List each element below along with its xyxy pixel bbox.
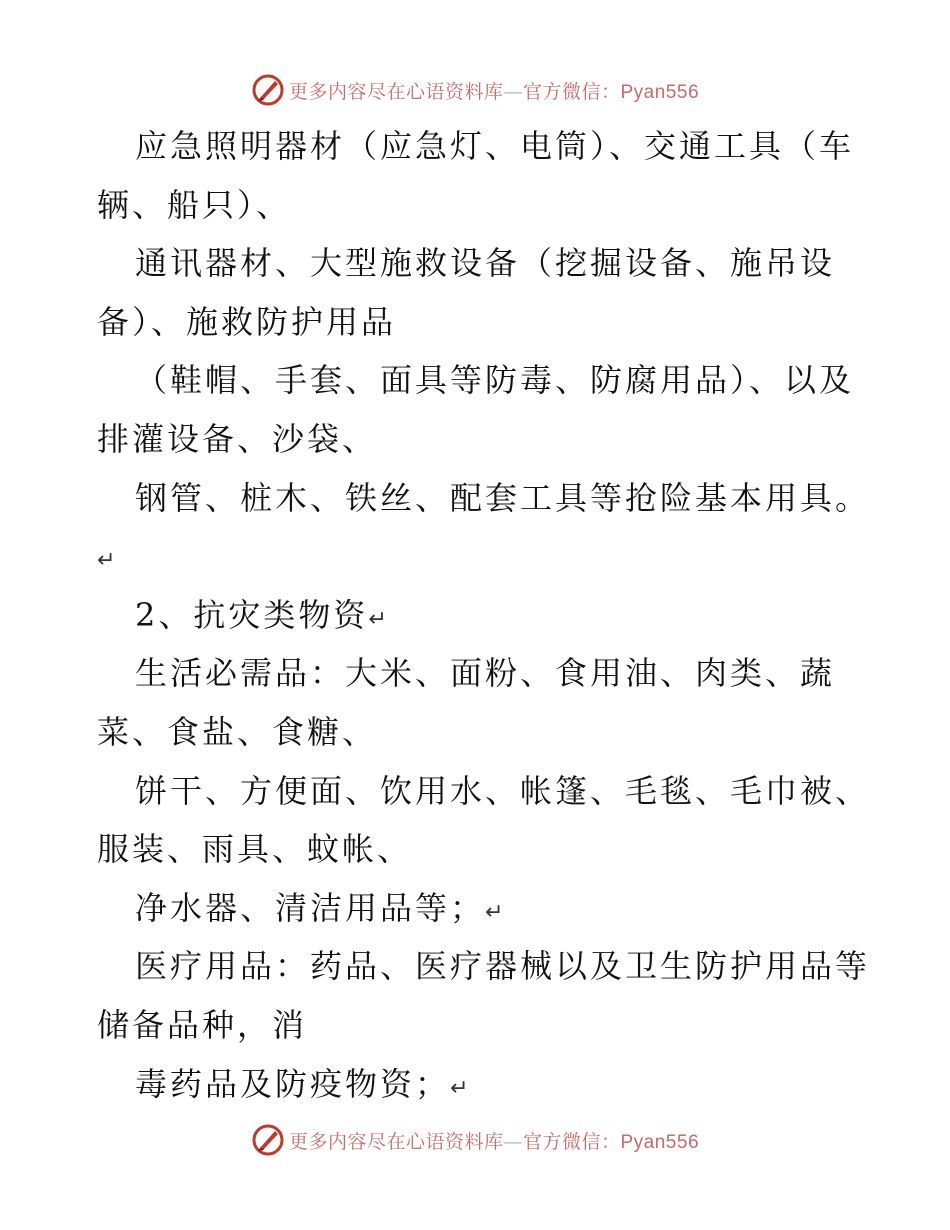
watermark-label: 官方微信： bbox=[522, 80, 621, 103]
paragraph-mark-icon: ↵ bbox=[97, 548, 114, 574]
watermark-text bbox=[289, 1127, 699, 1154]
line-text: 备）、施救防护用品 bbox=[97, 302, 397, 341]
text-line bbox=[97, 937, 871, 996]
quill-logo-icon bbox=[251, 1123, 285, 1157]
text-line bbox=[97, 703, 857, 762]
line-text: 生活必需品：大米、面粉、食用油、肉类、蔬 bbox=[135, 654, 836, 693]
text-line bbox=[97, 234, 857, 293]
text-line bbox=[97, 820, 857, 879]
header-watermark bbox=[0, 70, 950, 110]
footer-watermark bbox=[0, 1120, 950, 1160]
text-line bbox=[97, 469, 871, 528]
watermark-account: Pyan556 bbox=[620, 81, 700, 103]
line-text: 通讯器材、大型施救设备（挖掘设备、施吊设 bbox=[135, 244, 836, 283]
line-text: （鞋帽、手套、面具等防毒、防腐用品）、以及 bbox=[135, 361, 855, 400]
text-line bbox=[97, 996, 857, 1055]
line-text: 服装、雨具、蚊帐、 bbox=[97, 830, 413, 869]
text-line bbox=[97, 879, 857, 938]
line-text: 毒药品及防疫物资； bbox=[135, 1064, 451, 1103]
document-body bbox=[97, 117, 871, 1113]
watermark-main: 更多内容尽在心语资料库 bbox=[288, 80, 504, 103]
text-line bbox=[97, 351, 857, 410]
text-line bbox=[97, 762, 871, 821]
watermark-account: Pyan556 bbox=[620, 1131, 700, 1153]
line-text: 储备品种，消 bbox=[97, 1005, 308, 1044]
text-line bbox=[97, 293, 857, 352]
text-line bbox=[97, 586, 857, 645]
text-line bbox=[97, 1055, 857, 1114]
watermark-main: 更多内容尽在心语资料库 bbox=[288, 1130, 504, 1153]
line-text: 菜、食盐、食糖、 bbox=[97, 712, 378, 751]
line-text: 净水器、清洁用品等； bbox=[135, 888, 486, 927]
line-text: 饼干、方便面、饮用水、帐篷、毛毯、毛巾被、 bbox=[135, 771, 871, 810]
line-text: 辆、船只）、 bbox=[97, 185, 292, 224]
watermark-text bbox=[289, 77, 699, 104]
paragraph-mark-icon: ↵ bbox=[450, 1075, 467, 1101]
text-line bbox=[97, 410, 857, 469]
line-text: 钢管、桩木、铁丝、配套工具等抢险基本用具。 bbox=[135, 478, 871, 517]
line-text: 医疗用品：药品、医疗器械以及卫生防护用品等 bbox=[135, 947, 871, 986]
paragraph-mark-icon: ↵ bbox=[485, 899, 502, 925]
text-line bbox=[97, 117, 857, 176]
line-text: 2、抗灾类物资 bbox=[135, 595, 369, 634]
watermark-label: 官方微信： bbox=[522, 1130, 621, 1153]
text-line bbox=[97, 176, 857, 235]
watermark-separator: — bbox=[503, 80, 523, 103]
watermark-separator: — bbox=[503, 1130, 523, 1153]
text-line bbox=[97, 527, 857, 586]
line-text: 应急照明器材（应急灯、电筒）、交通工具（车 bbox=[135, 127, 855, 165]
line-text: 排灌设备、沙袋、 bbox=[97, 419, 378, 458]
text-line bbox=[97, 644, 857, 703]
paragraph-mark-icon: ↵ bbox=[368, 606, 385, 632]
quill-logo-icon bbox=[251, 73, 285, 107]
